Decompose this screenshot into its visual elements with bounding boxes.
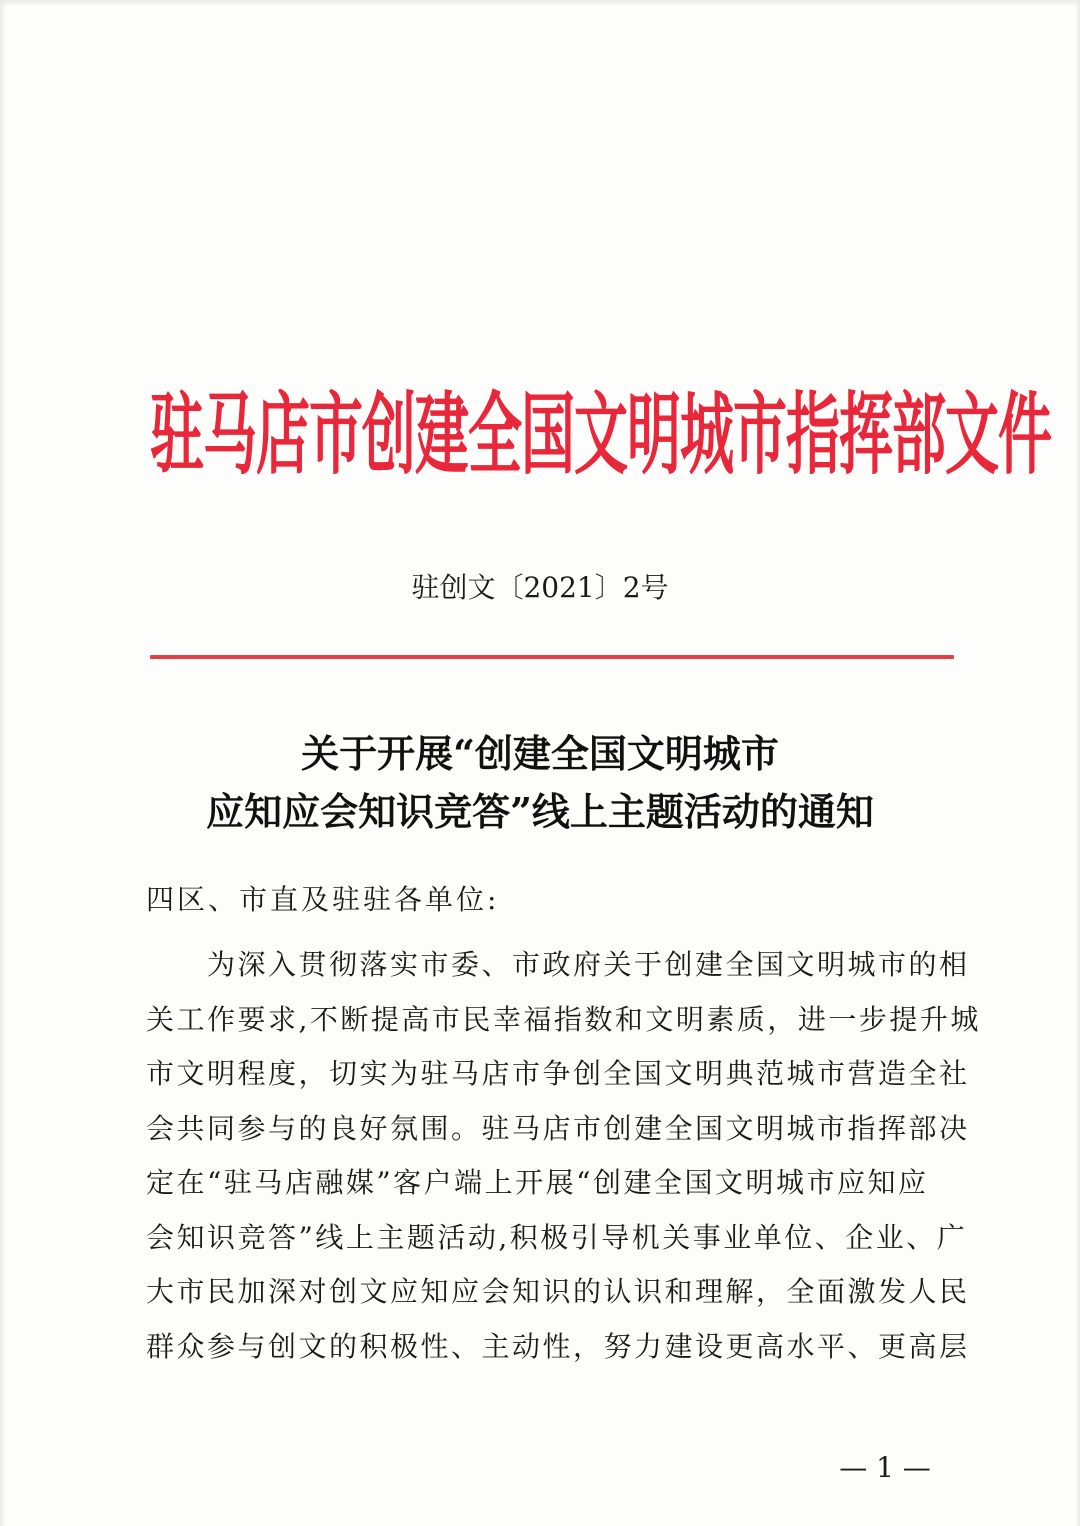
red-separator-rule (150, 655, 954, 659)
body-line-2: 关工作要求,不断提高市民幸福指数和文明素质，进一步提升城 (146, 1002, 981, 1036)
body-line-1: 为深入贯彻落实市委、市政府关于创建全国文明城市的相 (146, 948, 970, 981)
body-line-5: 定在“驻马店融媒”客户端上开展“创建全国文明城市应知应 (146, 1166, 929, 1199)
page-number: — 1 — (839, 1451, 931, 1484)
salutation: 四区、市直及驻驻各单位: (146, 883, 500, 916)
notice-title (140, 725, 940, 841)
body-line-8: 群众参与创文的积极性、主动性，努力建设更高水平、更高层 (146, 1329, 970, 1363)
body-line-4: 会共同参与的良好氛围。驻马店市创建全国文明城市指挥部决 (146, 1111, 970, 1145)
body-line-3: 市文明程度，切实为驻马店市争创全国文明典范城市营造全社 (146, 1057, 970, 1090)
scan-edge-left (0, 0, 6, 1526)
body-line-6: 会知识竞答”线上主题活动,积极引导机关事业单位、企业、广 (146, 1220, 968, 1254)
scan-edge-top (0, 0, 1080, 6)
body-line-7: 大市民加深对创文应知应会知识的认识和理解，全面激发人民 (146, 1275, 970, 1308)
notice-body (146, 938, 981, 1374)
issuer-header-title: 驻马店市创建全国文明城市指挥部文件 (150, 383, 1051, 488)
notice-title-line-2: 应知应会知识竞答”线上主题活动的通知 (206, 789, 874, 834)
scan-edge-right (1075, 0, 1080, 1526)
notice-title-line-1: 关于开展“创建全国文明城市 (301, 731, 779, 776)
document-number: 驻创文〔2021〕2号 (411, 571, 669, 604)
